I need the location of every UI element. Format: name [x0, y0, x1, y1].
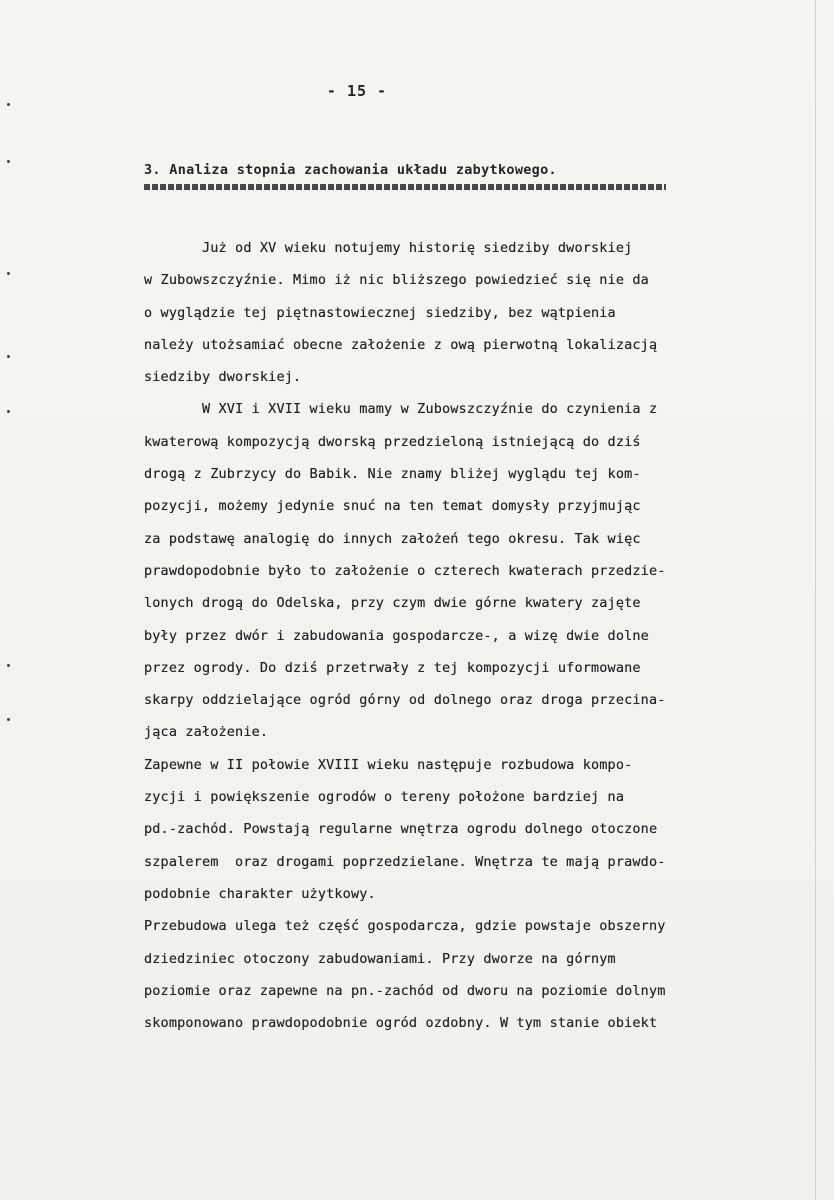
section-heading: 3. Analiza stopnia zachowania układu zabytkowego. [144, 162, 557, 178]
text-line: Zapewne w II połowie XVIII wieku następuje rozbudowa kompo- [144, 756, 633, 773]
text-line: lonych drogą do Odelska, przy czym dwie górne kwatery zajęte [144, 595, 641, 612]
text-line: Przebudowa ulega też część gospodarcza, gdzie powstaje obszerny [144, 918, 666, 935]
margin-dot [7, 355, 10, 358]
page-number: - 15 - [326, 82, 388, 100]
text-line: przez ogrody. Do dziś przetrwały z tej kompozycji uformowane [144, 659, 641, 676]
text-line: skomponowano prawdopodobnie ogród ozdobny. W tym stanie obiekt [144, 1015, 658, 1032]
text-line: W XVI i XVII wieku mamy w Zubowszczyźnie do czynienia z [144, 401, 658, 418]
margin-dot [7, 103, 10, 106]
text-line: za podstawę analogię do innych założeń tego okresu. Tak więc [144, 530, 641, 547]
text-line: pd.-zachód. Powstają regularne wnętrza ogrodu dolnego otoczone [144, 821, 658, 838]
text-line: pozycji, możemy jedynie snuć na ten temat domysły przyjmując [144, 498, 641, 515]
text-line: skarpy oddzielające ogród górny od dolnego oraz droga przecina- [144, 692, 666, 709]
text-line: o wyglądzie tej piętnastowiecznej siedziby, bez wątpienia [144, 304, 616, 321]
margin-dot [7, 664, 10, 667]
text-line: zycji i powiększenie ogrodów o tereny położone bardziej na [144, 789, 625, 806]
text-line: kwaterową kompozycją dworską przedzieloną istniejącą do dziś [144, 433, 641, 450]
text-line: drogą z Zubrzycy do Babik. Nie znamy bliżej wyglądu tej kom- [144, 466, 641, 483]
heading-underline [144, 184, 666, 190]
text-line: jąca założenie. [144, 724, 269, 741]
body-text [144, 232, 824, 1039]
margin-dot [7, 272, 10, 275]
margin-dot [7, 410, 10, 413]
text-line: prawdopodobnie było to założenie o czterech kwaterach przedzie- [144, 562, 666, 579]
text-line: dziedziniec otoczony zabudowaniami. Przy dworze na górnym [144, 950, 616, 967]
text-line: były przez dwór i zabudowania gospodarcze-, a wizę dwie dolne [144, 627, 649, 644]
text-line: szpalerem oraz drogami poprzedzielane. Wnętrza te mają prawdo- [144, 853, 666, 870]
margin-dot [7, 160, 10, 163]
text-line: podobnie charakter użytkowy. [144, 885, 376, 902]
text-line: należy utożsamiać obecne założenie z ową pierwotną lokalizacją [144, 336, 658, 353]
text-line: Już od XV wieku notujemy historię siedziby dworskiej [144, 240, 633, 256]
text-line: poziomie oraz zapewne na pn.-zachód od dworu na poziomie dolnym [144, 982, 666, 999]
margin-dot [7, 718, 10, 721]
text-line: siedziby dworskiej. [144, 369, 302, 386]
text-line: w Zubowszczyźnie. Mimo iż nic bliższego powiedzieć się nie da [144, 272, 649, 289]
